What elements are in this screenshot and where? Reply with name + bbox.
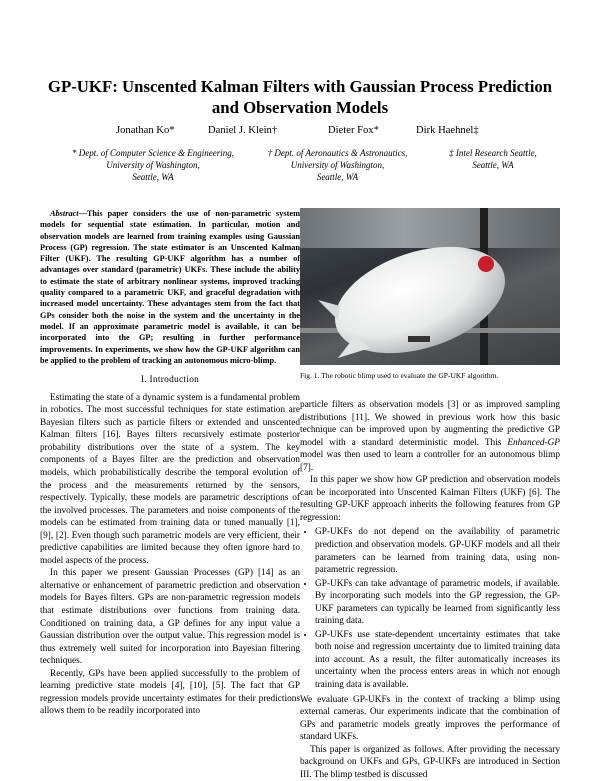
paragraph-text: model was then used to learn a controller for an autonomous blimp [7]. [300, 450, 560, 473]
affiliation-mark: * [72, 148, 77, 158]
paragraph: In this paper we present Gaussian Processes (GP) [14] as an alternative or enhancement of parametric prediction and observation models for Bayes filters. GPs are non-parametric regression models that estimate distributions over functions from training data. Conditioned on training data, a GP defines for any input value a Gaussian distribution over the output value. This regression model is thus extremely well suited for incorporation into Bayesian filtering techniques. [40, 568, 300, 667]
paper-title: GP-UKF: Unscented Kalman Filters with Gaussian Process Prediction and Observation Models [47, 77, 553, 117]
paragraph: We evaluate GP-UKFs in the context of tracking a blimp using external cameras. Our experiments indicate that the combination of GPs and parametric models greatly improves the performance of standard UKFs. [300, 694, 560, 743]
list-item: • GP-UKFs use state-dependent uncertainty estimates that take both noise and regression uncertainty due to limited training data into account. As a result, the filter automatically increases its uncertainty when the process enters areas in which not enough training data is available. [315, 629, 560, 692]
author-3: Dieter Fox* [328, 125, 379, 136]
abstract-label: Abstract [50, 209, 79, 218]
affiliation-1 [58, 147, 248, 183]
left-column [40, 208, 300, 718]
author-2: Daniel J. Klein† [208, 125, 278, 136]
affiliation-line: Dept. of Computer Science & Engineering, [78, 148, 234, 158]
blimp-photo [300, 208, 560, 365]
paragraph-text: particle filters as observation models [3] or as improved sampling distributions [11]. We showed in previous work how this basic technique can be improved upon by augmenting the predictive GP model with a standard deterministic model. This [300, 400, 560, 448]
blimp-gondola [408, 336, 430, 342]
affiliation-line: Intel Research Seattle, [455, 148, 537, 158]
author-1: Jonathan Ko* [116, 125, 175, 136]
affiliation-line: Dept. of Aeronautics & Astronautics, [274, 148, 408, 158]
affiliation-line: Seattle, WA [316, 172, 359, 182]
affiliation-line: University of Washington, [106, 160, 200, 170]
affiliation-line: Seattle, WA [472, 160, 514, 170]
affiliation-mark: ‡ [449, 148, 454, 158]
section-heading: I. Introduction [140, 375, 200, 386]
paragraph [300, 399, 560, 474]
affiliation-3 [428, 147, 558, 171]
abstract [40, 208, 300, 366]
emphasis: Enhanced-GP [507, 437, 560, 448]
paragraph: In this paper we show how GP prediction and observation models can be incorporated into Unscented Kalman Filters (UKF) [6]. The resulting GP-UKF approach inherits the following features from GP regression: [300, 475, 560, 523]
affiliation-line: University of Washington, [290, 160, 385, 170]
paragraph: Recently, GPs have been applied successfully to the problem of learning predictive state models [4], [10], [5]. The fact that GP regression models provide uncertainty estimates for their predictions allows them to be readily incorporated into [40, 668, 300, 717]
feature-list [300, 526, 560, 691]
author-list [40, 125, 560, 139]
paragraph: Estimating the state of a dynamic system is a fundamental problem in robotics. The most successful techniques for state estimation are Bayesian filters such as particle filters or extended and unscented Kalman filters [16]. Bayes filters recursively estimate posterior probability distributions over the state of a system. The key components of a Bayes filter are the prediction and observation models, which probabilistically describe the temporal evolution of the process and the measurements returned by the sensors, respectively. Typically, these models are parametric descriptions of the involved processes. The parameters and noise components of the models can be estimated from training data or tuned manually [1], [9], [2]. Even though such parametric models are very efficient, their predictive capabilities are limited because they often ignore hard to model aspects of the process. [40, 392, 300, 566]
blimp-nose [478, 256, 494, 272]
list-item: • GP-UKFs do not depend on the availability of parametric prediction and observation models. GP-UKF models and all their parameters can be learned from training data, using non-parametric regression. [315, 526, 560, 576]
paragraph: This paper is organized as follows. After providing the necessary background on UKFs and GPs, GP-UKFs are introduced in Section III. The blimp testbed is discussed [300, 744, 560, 780]
author-4: Dirk Haehnel‡ [416, 125, 479, 136]
affiliation-mark: † [267, 148, 273, 158]
figure-caption: Fig. 1. The robotic blimp used to evaluate the GP-UKF algorithm. [300, 371, 499, 380]
blimp-illustration [300, 208, 560, 365]
right-column [300, 208, 560, 781]
abstract-text: —This paper considers the use of non-parametric system models for sequential state estimation. In particular, motion and observation models are learned from training examples using Gaussian Process (GP) regression. The state estimator is an Unscented Kalman Filter (UKF). The resulting GP-UKF algorithm has a number of advantages over standard (parametric) UKFs. These include the ability to estimate the state of arbitrary nonlinear systems, improved tracking quality compared to a parametric UKF, and graceful degradation with increased model uncertainty. These advantages stem from the fact that GPs consider both the noise in the system and the uncertainty in the model. If an approximate parametric model is available, it can be incorporated into the GP; resulting in further performance improvements. In experiments, we show how the GP-UKF algorithm can be applied to the problem of tracking an autonomous micro-blimp. [40, 209, 300, 365]
list-item: • GP-UKFs can take advantage of parametric models, if available. By incorporating such models into the GP regression, the GP-UKF parameters can typically be learned from significantly less training data. [315, 578, 560, 628]
affiliation-2 [250, 147, 425, 183]
affiliation-line: Seattle, WA [132, 172, 174, 182]
blimp-fin [318, 300, 340, 320]
